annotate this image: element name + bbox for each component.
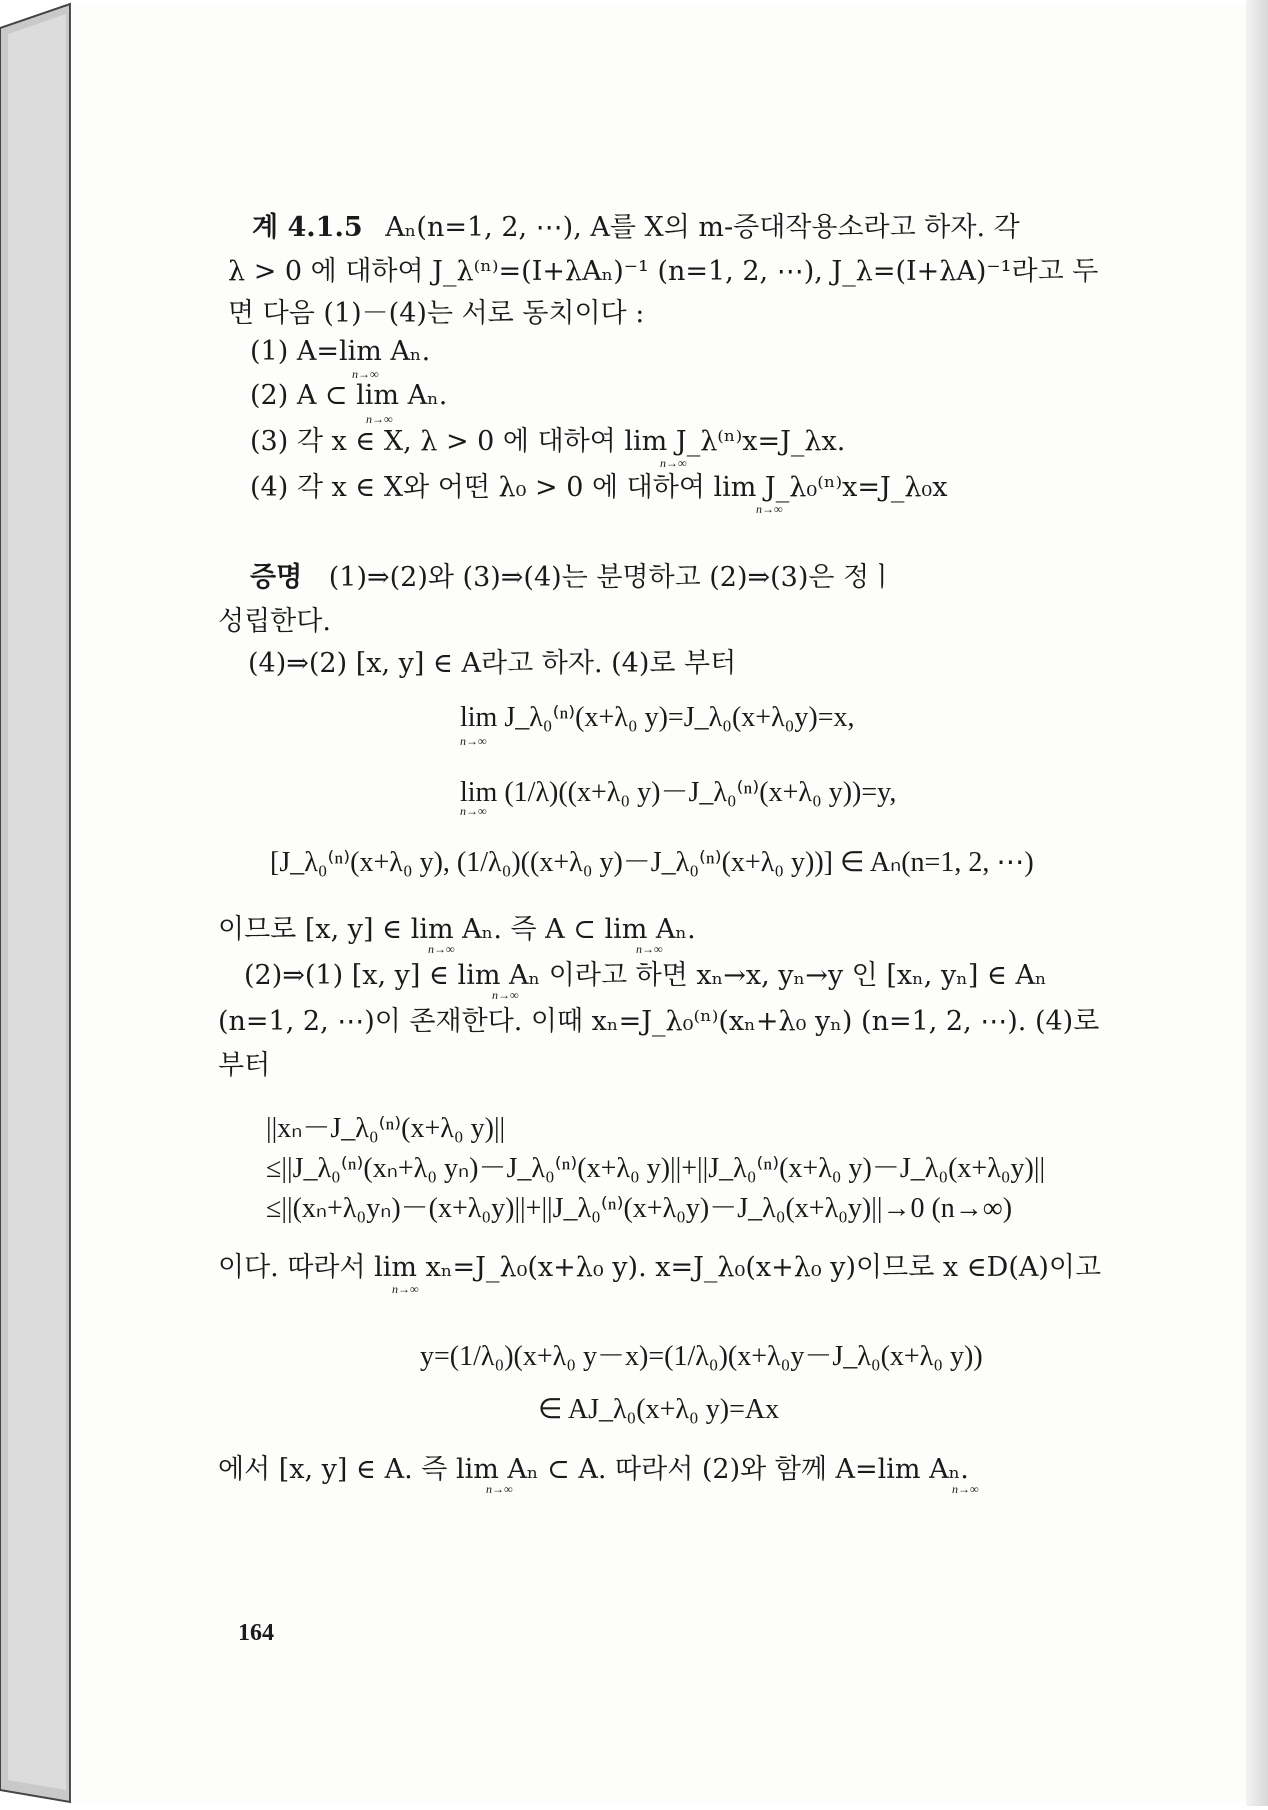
- corollary-statement: [252, 214, 1020, 241]
- lim-subscript: n→∞: [460, 804, 487, 818]
- lim-subscript: n→∞: [952, 1482, 979, 1496]
- lim-subscript: n→∞: [352, 367, 379, 381]
- step-2-to-1-line-1: (2)⇒(1) [x, y] ∈ lim Aₙ 이라고 하면 xₙ→x, yₙ→y 인 [xₙ, yₙ] ∈ Aₙ: [244, 960, 1047, 991]
- lim-subscript: n→∞: [756, 502, 783, 516]
- equation-4: y=(1/λ₀)(x+λ₀ y－x)=(1/λ₀)(x+λ₀y－J_λ₀(x+λ₀ y)): [420, 1341, 983, 1372]
- inequality-3: ≤||(xₙ+λ₀yₙ)－(x+λ₀y)||+||J_λ₀⁽ⁿ⁾(x+λ₀y)－J_λ₀(x+λ₀y)||→0 (n→∞): [266, 1193, 1013, 1224]
- equation-3: [J_λ₀⁽ⁿ⁾(x+λ₀ y), (1/λ₀)((x+λ₀ y)－J_λ₀⁽ⁿ⁾(x+λ₀ y))] ∈ Aₙ(n=1, 2, ⋯): [270, 847, 1034, 878]
- step-2-to-1-line-3: 부터: [218, 1050, 271, 1081]
- statement-line-2: λ > 0 에 대하여 J_λ⁽ⁿ⁾=(I+λAₙ)⁻¹ (n=1, 2, ⋯), J_λ=(I+λA)⁻¹라고 두: [228, 256, 1099, 287]
- lim-subscript: n→∞: [636, 942, 663, 956]
- equation-1: lim J_λ₀⁽ⁿ⁾(x+λ₀ y)=J_λ₀(x+λ₀y)=x,: [460, 702, 855, 733]
- final-line: 에서 [x, y] ∈ A. 즉 lim Aₙ ⊂ A. 따라서 (2)와 함께 A=lim Aₙ.: [218, 1454, 969, 1485]
- step-2-to-1-line-2: (n=1, 2, ⋯)이 존재한다. 이때 xₙ=J_λ₀⁽ⁿ⁾(xₙ+λ₀ yₙ) (n=1, 2, ⋯). (4)로: [218, 1006, 1100, 1037]
- condition-4: (4) 각 x ∈ X와 어떤 λ₀ > 0 에 대하여 lim J_λ₀⁽ⁿ⁾x=J_λ₀x: [250, 472, 948, 503]
- conclusion-2: 이다. 따라서 lim xₙ=J_λ₀(x+λ₀ y). x=J_λ₀(x+λ₀ y)이므로 x ∈D(A)이고: [218, 1252, 1102, 1283]
- page-number: 164: [238, 1620, 274, 1646]
- lim-subscript: n→∞: [392, 1282, 419, 1296]
- conclusion-1: 이므로 [x, y] ∈ lim Aₙ. 즉 A ⊂ lim Aₙ.: [218, 914, 696, 945]
- equation-2: lim (1/λ)((x+λ₀ y)－J_λ₀⁽ⁿ⁾(x+λ₀ y))=y,: [460, 777, 897, 808]
- proof-line-1-text: (1)⇒(2)와 (3)⇒(4)는 분명하고 (2)⇒(3)은 정ㅣ: [328, 562, 896, 593]
- equation-5: ∈ AJ_λ₀(x+λ₀ y)=Ax: [538, 1394, 780, 1425]
- corollary-label: 계 4.1.5: [252, 212, 363, 243]
- proof-label: 증명: [250, 562, 303, 593]
- condition-3: (3) 각 x ∈ X, λ > 0 에 대하여 lim J_λ⁽ⁿ⁾x=J_λx.: [250, 426, 846, 457]
- proof-line-2: 성립한다.: [218, 606, 331, 637]
- page-edge-shadow: [1246, 0, 1268, 1806]
- lim-subscript: n→∞: [492, 988, 519, 1002]
- condition-1: (1) A=lim Aₙ.: [250, 336, 431, 367]
- inequality-2: ≤||J_λ₀⁽ⁿ⁾(xₙ+λ₀ yₙ)－J_λ₀⁽ⁿ⁾(x+λ₀ y)||+||J_λ₀⁽ⁿ⁾(x+λ₀ y)－J_λ₀(x+λ₀y)||: [266, 1153, 1046, 1184]
- lim-subscript: n→∞: [460, 734, 487, 748]
- lim-subscript: n→∞: [486, 1482, 513, 1496]
- statement-line-1: Aₙ(n=1, 2, ⋯), A를 X의 m-증대작용소라고 하자. 각: [385, 212, 1020, 243]
- lim-subscript: n→∞: [428, 942, 455, 956]
- statement-line-3: 면 다음 (1)－(4)는 서로 동치이다 :: [228, 298, 645, 329]
- condition-2: (2) A ⊂ lim Aₙ.: [250, 380, 448, 411]
- proof-line-1: [250, 564, 895, 591]
- lim-subscript: n→∞: [660, 456, 687, 470]
- inequality-1: ||xₙ－J_λ₀⁽ⁿ⁾(x+λ₀ y)||: [266, 1113, 506, 1144]
- lim-subscript: n→∞: [366, 412, 393, 426]
- step-4-to-2: (4)⇒(2) [x, y] ∈ A라고 하자. (4)로 부터: [248, 648, 737, 679]
